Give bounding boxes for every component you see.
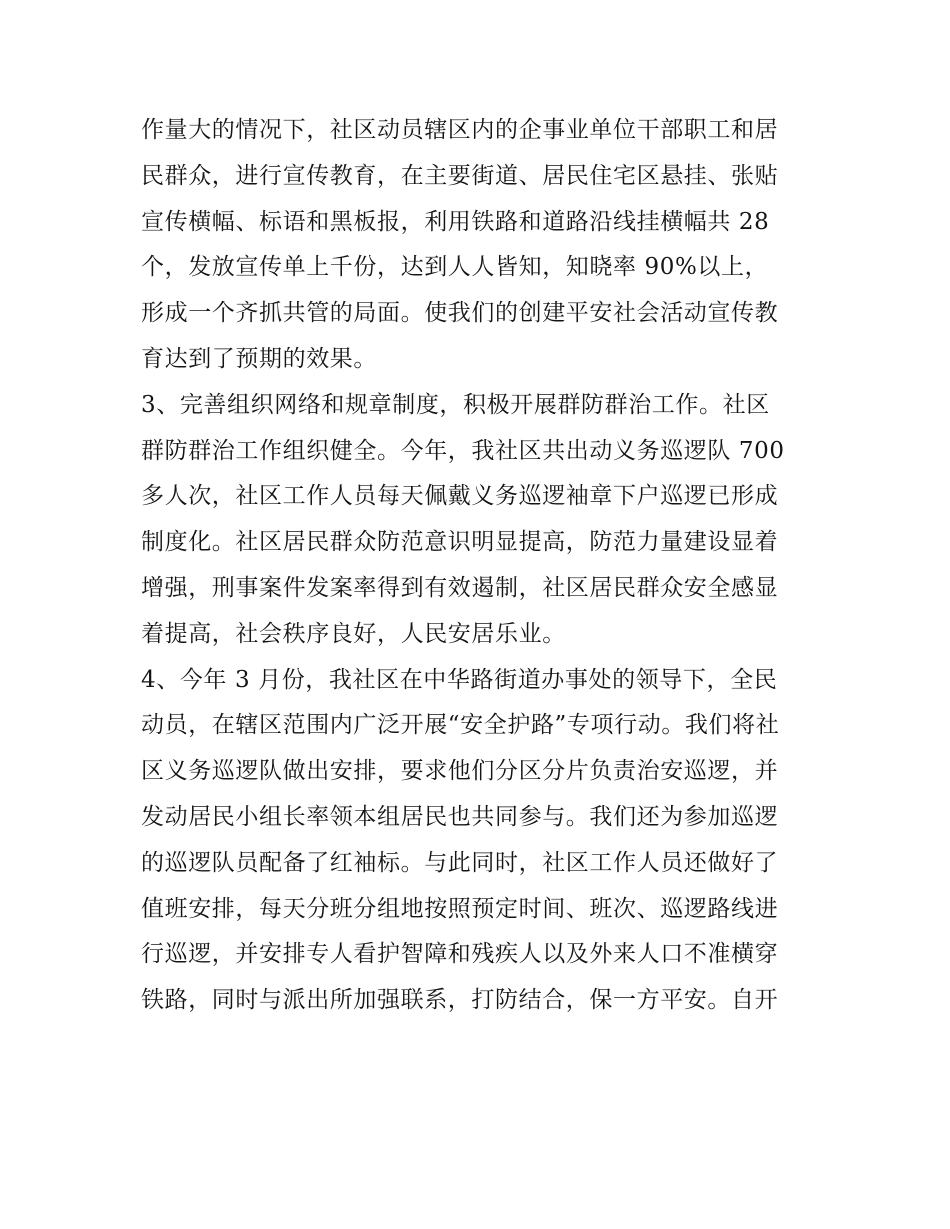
text-line: 值班安排，每天分班分组地按照预定时间、班次、巡逻路线进 <box>141 895 779 922</box>
body-text <box>141 108 821 1024</box>
text-line: 增强，刑事案件发案率得到有效遏制，社区居民群众安全感显 <box>141 574 779 601</box>
text-line: 制度化。社区居民群众防范意识明显提高，防范力量建设显着 <box>141 529 779 556</box>
text-line: 群防群治工作组织健全。今年，我社区共出动义务巡逻队 700 <box>141 437 785 464</box>
text-line: 铁路，同时与派出所加强联系，打防结合，保一方平安。自开 <box>141 987 779 1014</box>
text-line: 区义务巡逻队做出安排，要求他们分区分片负责治安巡逻，并 <box>141 758 779 785</box>
text-line: 育达到了预期的效果。 <box>141 345 377 372</box>
text-line: 发动居民小组长率领本组居民也共同参与。我们还为参加巡逻 <box>141 803 779 830</box>
text-line: 3、完善组织网络和规章制度，积极开展群防群治工作。社区 <box>141 391 770 418</box>
text-line: 4、今年 3 月份，我社区在中华路街道办事处的领导下，全民 <box>141 666 778 693</box>
text-line: 形成一个齐抓共管的局面。使我们的创建平安社会活动宣传教 <box>141 300 779 327</box>
text-line: 作量大的情况下，社区动员辖区内的企事业单位干部职工和居 <box>141 117 779 143</box>
text-line: 多人次，社区工作人员每天佩戴义务巡逻袖章下户巡逻已形成 <box>141 483 779 510</box>
text-line: 个，发放宣传单上千份，达到人人皆知，知晓率 90%以上， <box>141 254 769 281</box>
text-line: 民群众，进行宣传教育，在主要街道、居民住宅区悬挂、张贴 <box>141 162 779 189</box>
text-line: 动员，在辖区范围内广泛开展“安全护路”专项行动。我们将社 <box>141 712 780 739</box>
text-line: 的巡逻队员配备了红袖标。与此同时，社区工作人员还做好了 <box>141 849 779 876</box>
text-line: 行巡逻，并安排专人看护智障和残疾人以及外来人口不准横穿 <box>141 941 779 968</box>
text-line: 宣传横幅、标语和黑板报，利用铁路和道路沿线挂横幅共 28 <box>141 208 770 235</box>
text-line: 着提高，社会秩序良好，人民安居乐业。 <box>141 620 566 647</box>
